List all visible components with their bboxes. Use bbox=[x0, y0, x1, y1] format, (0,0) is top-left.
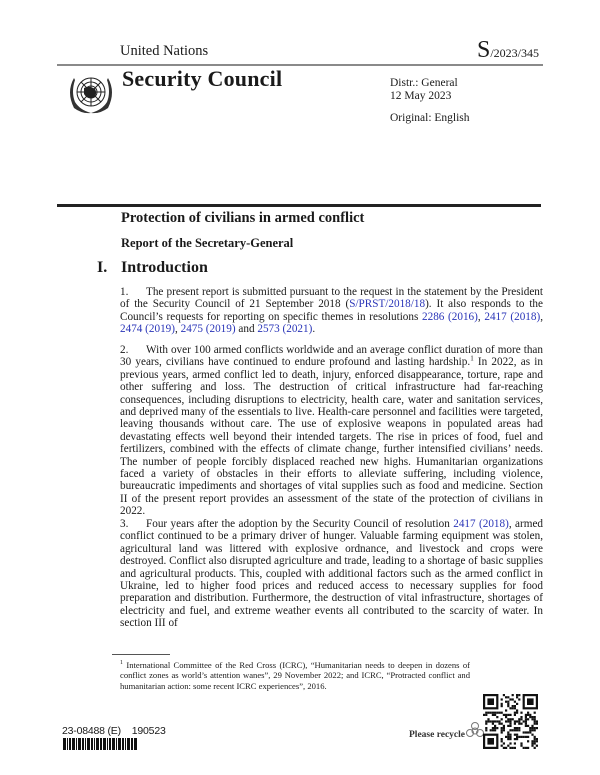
qr-module bbox=[509, 738, 511, 740]
qr-module bbox=[487, 718, 489, 720]
section-heading bbox=[97, 259, 208, 277]
footnote-text: International Committee of the Red Cross (ICRC), “Humanitarian needs to deepen in dozens of conflict zones as world’s attention wanes”, 29 November 2022; and ICRC, “Protracted conflict and humanitarian action: some recent ICRC experiences”, 2016. bbox=[120, 660, 470, 691]
qr-module bbox=[505, 701, 507, 703]
qr-module bbox=[525, 716, 527, 718]
qr-module bbox=[529, 714, 531, 716]
qr-module bbox=[507, 734, 509, 736]
qr-module bbox=[512, 729, 514, 731]
qr-module bbox=[509, 720, 511, 722]
qr-module bbox=[485, 727, 487, 729]
barcode-bar bbox=[94, 738, 95, 750]
barcode-bar bbox=[107, 738, 108, 750]
qr-module bbox=[494, 725, 496, 727]
job-number: 23-08488 (E) 190523 bbox=[62, 725, 166, 737]
qr-module bbox=[536, 727, 538, 729]
qr-module bbox=[531, 718, 533, 720]
paragraph-text: , bbox=[540, 310, 544, 323]
paragraph-text: . bbox=[312, 323, 316, 336]
barcode-bar bbox=[100, 738, 102, 750]
qr-module bbox=[536, 745, 538, 747]
qr-module bbox=[531, 727, 533, 729]
barcode-bar bbox=[91, 738, 93, 750]
qr-module bbox=[523, 736, 525, 738]
qr-module bbox=[509, 736, 511, 738]
paragraph-text: In 2022, as in previous years, armed conflict led to death, injury, enforced disappearance, torture, rape and other suffering and loss. The destruction of critical infrastructure had far-reaching consequences, including disruptions to electricity, health care, water and sanitation services, and deprived many of the essentials to live. Health-care personnel and facilities were targeted, leaving thousands without care. The use of explosive weapons in populated areas had devastating effects well beyond their intended targets. The rise in prices of food, fuel and fertilizers, combined with the effects of climate change, further intensified civilians’ needs. The number of people forcibly displaced reached new highs. Humanitarian organizations faced a variety of obstacles in their efforts to alleviate suffering, including violence, bureaucratic impediments and shortages of vital supplies such as food and medicine. Section II of the present report provides an assessment of the state of the protection of civilians in 2022. bbox=[120, 356, 543, 518]
qr-module bbox=[501, 731, 503, 733]
qr-module bbox=[514, 727, 516, 729]
qr-module bbox=[527, 698, 534, 705]
barcode-bar bbox=[82, 738, 84, 750]
qr-module bbox=[496, 712, 498, 714]
qr-module bbox=[525, 720, 527, 722]
qr-module bbox=[507, 736, 509, 738]
qr-module bbox=[527, 725, 529, 727]
qr-module bbox=[505, 747, 507, 749]
qr-module bbox=[498, 723, 500, 725]
qr-module bbox=[507, 738, 509, 740]
barcode-bar bbox=[134, 738, 137, 750]
qr-module bbox=[516, 729, 518, 731]
qr-module bbox=[512, 747, 514, 749]
qr-module bbox=[520, 716, 522, 718]
qr-module bbox=[501, 718, 503, 720]
qr-module bbox=[536, 740, 538, 742]
qr-module bbox=[529, 729, 531, 731]
qr-module bbox=[509, 714, 511, 716]
qr-module bbox=[518, 698, 520, 700]
qr-module bbox=[496, 720, 498, 722]
qr-module bbox=[501, 729, 503, 731]
paragraph-number: 2. bbox=[120, 344, 129, 356]
paragraph-3 bbox=[120, 518, 543, 630]
qr-module bbox=[514, 701, 516, 703]
qr-module bbox=[505, 720, 507, 722]
qr-module bbox=[527, 712, 529, 714]
qr-module bbox=[505, 736, 507, 738]
qr-module bbox=[507, 725, 509, 727]
qr-module bbox=[512, 707, 514, 709]
barcode-bar bbox=[103, 738, 106, 750]
qr-module bbox=[531, 729, 533, 731]
qr-module bbox=[490, 712, 492, 714]
resolution-link[interactable]: 2474 (2019) bbox=[120, 323, 175, 336]
qr-module bbox=[520, 712, 522, 714]
paragraph-text: ). It also responds to the Council’s requests for reporting on specific themes in resolutions bbox=[120, 298, 543, 323]
qr-module bbox=[536, 720, 538, 722]
qr-module bbox=[516, 734, 518, 736]
barcode-bar bbox=[118, 738, 121, 750]
qr-module bbox=[534, 720, 536, 722]
qr-module bbox=[505, 709, 507, 711]
qr-module bbox=[525, 725, 527, 727]
qr-module bbox=[527, 740, 529, 742]
qr-module bbox=[509, 725, 511, 727]
qr-module bbox=[501, 727, 503, 729]
qr-module bbox=[516, 712, 518, 714]
qr-module bbox=[516, 738, 518, 740]
recycle-label: Please recycle bbox=[409, 730, 465, 740]
qr-module bbox=[534, 740, 536, 742]
qr-module bbox=[531, 740, 533, 742]
document-title: Protection of civilians in armed conflict bbox=[121, 210, 365, 226]
qr-module bbox=[490, 720, 492, 722]
barcode-bar bbox=[112, 738, 115, 750]
qr-module bbox=[514, 723, 516, 725]
qr-module bbox=[531, 725, 533, 727]
qr-module bbox=[494, 727, 496, 729]
qr-module bbox=[494, 712, 496, 714]
qr-module bbox=[516, 736, 518, 738]
qr-module bbox=[516, 720, 518, 722]
qr-module bbox=[485, 729, 487, 731]
barcode-bar bbox=[85, 738, 86, 750]
qr-module bbox=[509, 718, 511, 720]
qr-module bbox=[531, 742, 533, 744]
qr-module bbox=[520, 742, 522, 744]
barcode-bar bbox=[127, 738, 130, 750]
resolution-link[interactable]: 2417 (2018) bbox=[453, 518, 509, 530]
qr-module bbox=[520, 723, 522, 725]
qr-module bbox=[525, 747, 527, 749]
qr-module bbox=[509, 698, 511, 700]
qr-module bbox=[503, 747, 505, 749]
qr-module bbox=[494, 714, 496, 716]
qr-module bbox=[516, 709, 518, 711]
symbol-prefix: S bbox=[476, 37, 491, 63]
qr-module bbox=[529, 716, 531, 718]
qr-module bbox=[492, 712, 494, 714]
qr-module bbox=[507, 703, 509, 705]
document-subtitle: Report of the Secretary-General bbox=[121, 236, 294, 250]
qr-module bbox=[529, 731, 531, 733]
qr-module bbox=[507, 701, 509, 703]
resolution-link[interactable]: S/PRST/2018/18 bbox=[349, 298, 426, 311]
qr-module bbox=[531, 745, 533, 747]
qr-module bbox=[492, 727, 494, 729]
qr-module bbox=[518, 723, 520, 725]
qr-module bbox=[501, 703, 503, 705]
qr-module bbox=[534, 738, 536, 740]
qr-module bbox=[525, 718, 527, 720]
qr-code-icon[interactable] bbox=[483, 694, 538, 749]
qr-module bbox=[527, 718, 529, 720]
qr-module bbox=[501, 705, 503, 707]
qr-module bbox=[509, 747, 511, 749]
qr-module bbox=[518, 718, 520, 720]
qr-module bbox=[516, 703, 518, 705]
qr-module bbox=[534, 742, 536, 744]
paragraph-text: The present report is submitted pursuant to the request in the statement by the President of the Security Council of 21 September 2018 ( bbox=[120, 286, 543, 311]
qr-module bbox=[498, 720, 500, 722]
barcode-bar bbox=[69, 738, 71, 750]
qr-module bbox=[527, 731, 529, 733]
barcode-bar bbox=[78, 738, 81, 750]
qr-module bbox=[525, 723, 527, 725]
body-name: Security Council bbox=[122, 66, 283, 91]
qr-module bbox=[514, 712, 516, 714]
qr-module bbox=[514, 714, 516, 716]
barcode-bar bbox=[116, 738, 117, 750]
qr-module bbox=[514, 705, 516, 707]
qr-module bbox=[509, 729, 511, 731]
qr-module bbox=[514, 747, 516, 749]
paragraph-text: With over 100 armed conflicts worldwide and an average conflict duration of more than 30 years, civilians have continued to endure profound and lasting hardship. bbox=[120, 344, 543, 369]
qr-module bbox=[516, 727, 518, 729]
qr-module bbox=[520, 736, 522, 738]
barcode-bar bbox=[109, 738, 111, 750]
qr-module bbox=[518, 727, 520, 729]
qr-module bbox=[518, 729, 520, 731]
qr-module bbox=[496, 727, 498, 729]
qr-module bbox=[501, 723, 503, 725]
paragraph-2 bbox=[120, 344, 543, 518]
qr-module bbox=[534, 747, 536, 749]
organization-name: United Nations bbox=[120, 43, 209, 59]
qr-module bbox=[523, 747, 525, 749]
qr-module bbox=[518, 694, 520, 696]
qr-module bbox=[520, 745, 522, 747]
qr-module bbox=[527, 736, 529, 738]
barcode-bar bbox=[67, 738, 68, 750]
document-symbol bbox=[477, 37, 539, 64]
qr-module bbox=[534, 716, 536, 718]
resolution-link[interactable]: 2573 (2021) bbox=[257, 323, 313, 336]
qr-module bbox=[485, 723, 487, 725]
footnote-reference[interactable]: 1 bbox=[470, 354, 474, 363]
qr-module bbox=[503, 742, 505, 744]
qr-module bbox=[520, 718, 522, 720]
qr-module bbox=[492, 720, 494, 722]
qr-module bbox=[503, 725, 505, 727]
paragraph-text: Four years after the adoption by the Security Council of resolution bbox=[146, 518, 454, 530]
qr-module bbox=[518, 736, 520, 738]
qr-module bbox=[509, 707, 511, 709]
qr-module bbox=[534, 712, 536, 714]
symbol-suffix: /2023/345 bbox=[490, 46, 539, 60]
qr-module bbox=[509, 723, 511, 725]
qr-module bbox=[505, 696, 507, 698]
qr-module bbox=[503, 714, 505, 716]
qr-module bbox=[492, 723, 494, 725]
original-language: Original: English bbox=[390, 112, 470, 124]
qr-module bbox=[507, 731, 509, 733]
qr-module bbox=[505, 714, 507, 716]
resolution-link[interactable]: 2417 (2018) bbox=[484, 310, 541, 323]
barcode-bar bbox=[63, 738, 66, 750]
distribution-info bbox=[390, 77, 458, 102]
qr-module bbox=[536, 738, 538, 740]
qr-module bbox=[525, 714, 527, 716]
issue-date: 12 May 2023 bbox=[390, 89, 452, 102]
qr-module bbox=[503, 729, 505, 731]
qr-module bbox=[514, 738, 516, 740]
qr-module bbox=[503, 694, 505, 696]
qr-module bbox=[531, 716, 533, 718]
qr-module bbox=[498, 712, 500, 714]
footnote-number: 1 bbox=[120, 660, 123, 667]
qr-module bbox=[527, 714, 529, 716]
paragraph-text: , bbox=[477, 310, 485, 323]
qr-module bbox=[518, 720, 520, 722]
qr-module bbox=[512, 718, 514, 720]
qr-module bbox=[514, 729, 516, 731]
qr-module bbox=[501, 698, 503, 700]
qr-module bbox=[487, 738, 494, 745]
qr-module bbox=[487, 712, 489, 714]
paragraph-text: , armed conflict continued to be a primary driver of hunger. Valuable farming equipment was stolen, agricultural land was littered with explosive ordnance, and livestock and crops were destroyed. Conflict also disrupted agriculture and trade, leading to a shortage of basic supplies and agricultural products. This, coupled with additional factors such as the armed conflict in Ukraine, led to higher food prices and reduced access to necessary supplies for food preparation and distribution. Furthermore, the destruction of vital infrastructure, shortages of electricity and fuel, and extreme weather events all contributed to the scarcity of water. In section III of bbox=[120, 518, 544, 630]
qr-module bbox=[523, 731, 525, 733]
barcode-icon bbox=[63, 738, 167, 750]
qr-module bbox=[534, 723, 536, 725]
qr-module bbox=[514, 720, 516, 722]
section-title: Introduction bbox=[121, 259, 208, 276]
title-rule bbox=[57, 204, 541, 207]
qr-module bbox=[514, 742, 516, 744]
qr-module bbox=[512, 694, 514, 696]
qr-module bbox=[487, 698, 494, 705]
qr-module bbox=[534, 736, 536, 738]
paragraph-number: 3. bbox=[120, 518, 129, 530]
qr-module bbox=[534, 729, 536, 731]
qr-module bbox=[487, 720, 489, 722]
qr-module bbox=[496, 716, 498, 718]
qr-module bbox=[507, 720, 509, 722]
barcode-bar bbox=[125, 738, 126, 750]
resolution-link[interactable]: 2475 (2019) bbox=[180, 323, 236, 336]
qr-module bbox=[516, 694, 518, 696]
qr-module bbox=[512, 698, 514, 700]
qr-module bbox=[514, 707, 516, 709]
paragraph-text: , bbox=[175, 323, 181, 336]
qr-module bbox=[512, 705, 514, 707]
qr-module bbox=[490, 729, 492, 731]
barcode-bar bbox=[96, 738, 99, 750]
section-number: I. bbox=[97, 259, 108, 276]
qr-module bbox=[501, 738, 503, 740]
qr-module bbox=[514, 734, 516, 736]
qr-module bbox=[534, 718, 536, 720]
qr-module bbox=[527, 747, 529, 749]
distribution: Distr.: General bbox=[390, 77, 458, 89]
qr-module bbox=[483, 714, 485, 716]
qr-module bbox=[536, 723, 538, 725]
qr-module bbox=[501, 745, 503, 747]
qr-module bbox=[492, 714, 494, 716]
qr-module bbox=[485, 712, 487, 714]
barcode-bar bbox=[72, 738, 75, 750]
qr-module bbox=[525, 736, 527, 738]
barcode-bar bbox=[122, 738, 124, 750]
qr-module bbox=[529, 727, 531, 729]
qr-module bbox=[501, 740, 503, 742]
barcode-bar bbox=[131, 738, 133, 750]
qr-module bbox=[507, 718, 509, 720]
qr-module bbox=[507, 696, 509, 698]
resolution-link[interactable]: 2286 (2016) bbox=[422, 310, 478, 323]
qr-module bbox=[507, 745, 509, 747]
footnote bbox=[120, 660, 470, 691]
qr-module bbox=[492, 729, 494, 731]
qr-module bbox=[534, 727, 536, 729]
qr-module bbox=[494, 729, 496, 731]
qr-module bbox=[525, 731, 527, 733]
qr-module bbox=[509, 734, 511, 736]
qr-module bbox=[531, 734, 533, 736]
qr-module bbox=[485, 720, 487, 722]
paragraph-1 bbox=[120, 286, 543, 336]
paragraph-number: 1. bbox=[120, 286, 129, 298]
qr-module bbox=[509, 742, 511, 744]
paragraph-text: and bbox=[235, 323, 258, 336]
barcode-bar bbox=[87, 738, 90, 750]
footnote-rule bbox=[112, 654, 170, 655]
qr-module bbox=[507, 705, 509, 707]
qr-module bbox=[507, 714, 509, 716]
qr-module bbox=[503, 727, 505, 729]
qr-module bbox=[485, 714, 487, 716]
barcode-bar bbox=[76, 738, 77, 750]
qr-module bbox=[501, 712, 503, 714]
qr-module bbox=[505, 716, 507, 718]
qr-module bbox=[494, 720, 496, 722]
un-emblem-icon bbox=[62, 68, 120, 118]
qr-module bbox=[523, 720, 525, 722]
qr-module bbox=[516, 696, 518, 698]
